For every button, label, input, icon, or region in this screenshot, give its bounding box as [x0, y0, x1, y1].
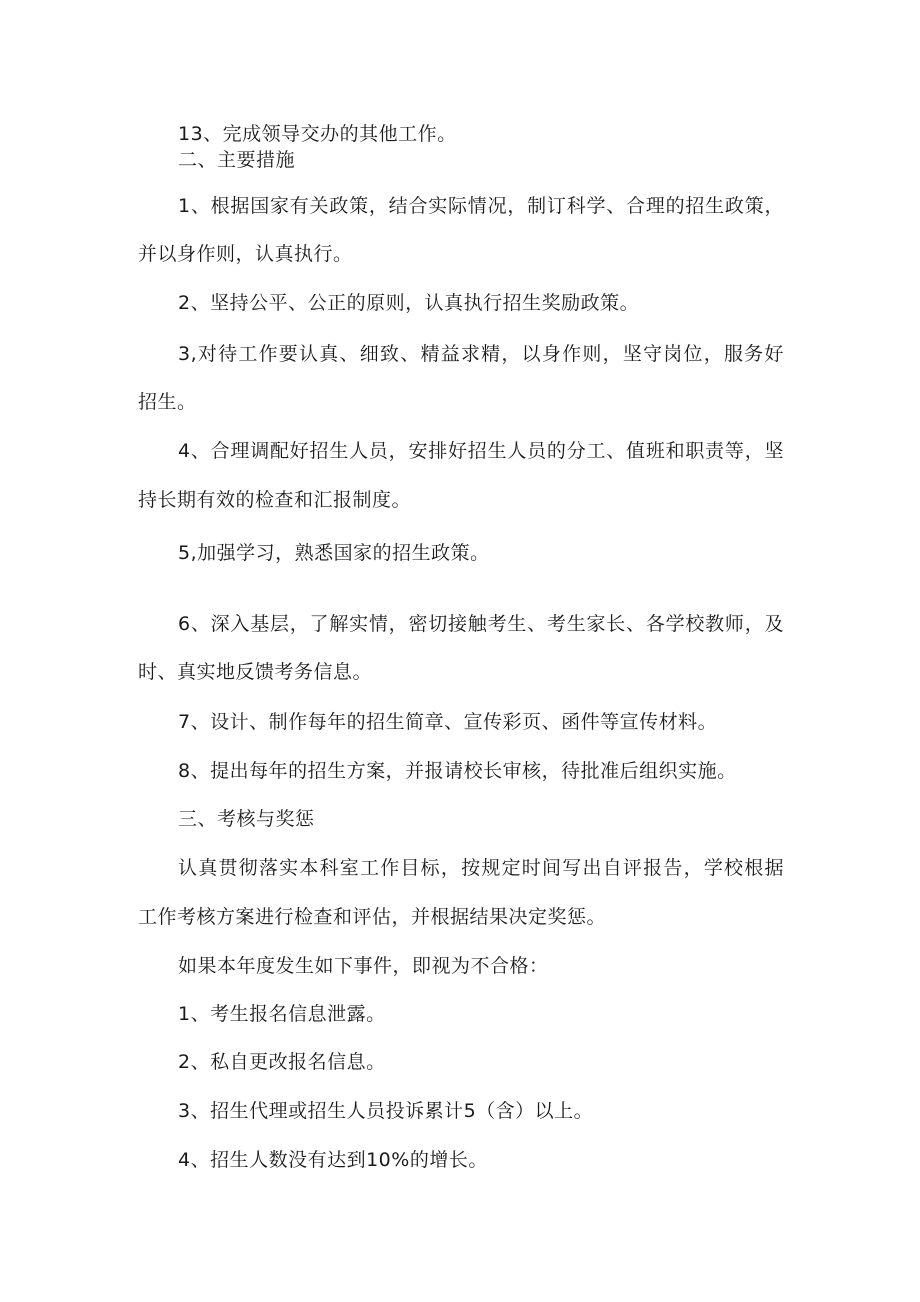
measure-1-line-2: 并以身作则，认真执行。 — [138, 243, 353, 265]
measure-4-line-1: 4、合理调配好招生人员，安排好招生人员的分工、值班和职责等，坚 — [178, 440, 784, 462]
failure-item-4: 4、招生人数没有达到10%的增长。 — [178, 1149, 488, 1171]
failure-item-2: 2、私自更改报名信息。 — [178, 1051, 386, 1073]
measure-1-line-1: 1、根据国家有关政策，结合实际情况，制订科学、合理的招生政策， — [178, 195, 784, 217]
failure-conditions-intro: 如果本年度发生如下事件，即视为不合格： — [178, 955, 549, 977]
measure-2-text: 2、坚持公平、公正的原则，认真执行招生奖励政策。 — [178, 292, 640, 314]
section-2-heading: 二、主要措施 — [178, 149, 296, 171]
measure-6-line-2: 时、真实地反馈考务信息。 — [138, 661, 373, 683]
measure-4-line-2: 持长期有效的检查和汇报制度。 — [138, 489, 412, 511]
item-13-text: 13、完成领导交办的其他工作。 — [178, 123, 457, 145]
failure-item-3: 3、招生代理或招生人员投诉累计5（含）以上。 — [178, 1100, 594, 1122]
assessment-para-line-1: 认真贯彻落实本科室工作目标，按规定时间写出自评报告，学校根据 — [178, 857, 784, 879]
failure-item-1: 1、考生报名信息泄露。 — [178, 1003, 386, 1025]
measure-3-line-2: 招生。 — [138, 391, 197, 413]
measure-5-text: 5,加强学习，熟悉国家的招生政策。 — [178, 542, 490, 564]
measure-8-text: 8、提出每年的招生方案，并报请校长审核，待批准后组织实施。 — [178, 760, 737, 782]
measure-3-line-1: 3,对待工作要认真、细致、精益求精，以身作则，坚守岗位，服务好 — [178, 343, 784, 365]
assessment-para-line-2: 工作考核方案进行检查和评估，并根据结果决定奖惩。 — [138, 906, 607, 928]
section-3-heading: 三、考核与奖惩 — [178, 808, 315, 830]
measure-6-line-1: 6、深入基层，了解实情，密切接触考生、考生家长、各学校教师，及 — [178, 613, 784, 635]
measure-7-text: 7、设计、制作每年的招生简章、宣传彩页、函件等宣传材料。 — [178, 711, 718, 733]
